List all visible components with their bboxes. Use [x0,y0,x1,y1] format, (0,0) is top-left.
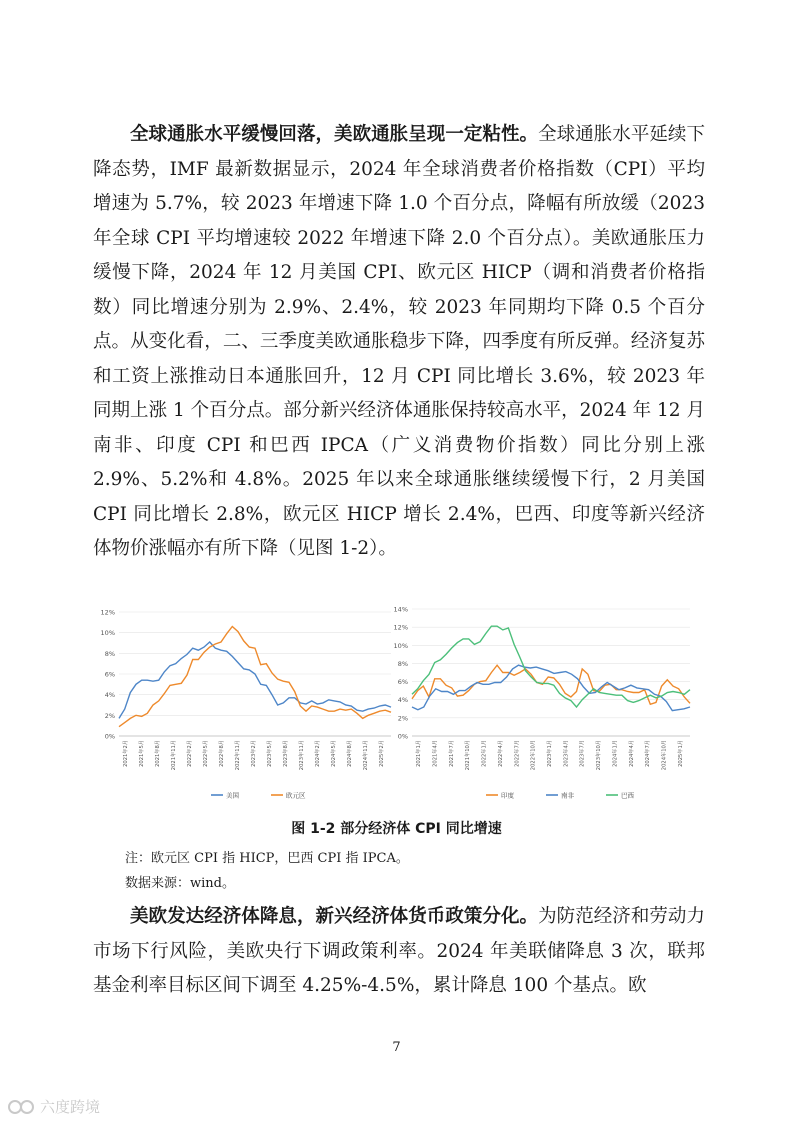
x-tick-label: 2022年1月 [481,740,488,767]
y-tick-label: 4% [397,696,408,705]
y-tick-label: 2% [104,711,115,720]
x-tick-label: 2024年11月 [363,740,369,771]
x-tick-label: 2022年2月 [187,740,193,767]
x-tick-label: 2023年11月 [299,740,305,771]
x-tick-label: 2021年1月 [416,740,423,767]
paragraph-lead: 美欧发达经济体降息，新兴经济体货币政策分化。 [130,906,539,927]
x-tick-label: 2021年8月 [155,740,161,767]
x-tick-label: 2021年4月 [432,740,439,767]
figure-caption: 图 1-2 部分经济体 CPI 同比增速 [291,821,502,837]
paragraph-inflation [93,118,705,567]
y-tick-label: 6% [104,670,115,679]
x-tick-label: 2021年2月 [123,740,129,767]
x-tick-label: 2022年4月 [497,740,504,767]
legend-label: 欧元区 [286,791,306,800]
chart-us-eurozone-cpi [95,602,395,812]
y-tick-label: 12% [393,623,408,632]
x-tick-label: 2022年7月 [514,740,521,767]
paragraph-lead: 全球通胀水平缓慢回落，美欧通胀呈现一定粘性。 [130,124,539,145]
legend-label: 南非 [561,791,574,800]
y-tick-label: 10% [100,629,115,638]
x-tick-label: 2022年11月 [235,740,241,771]
figure-note: 注：欧元区 CPI 指 HICP，巴西 CPI 指 IPCA。 [125,851,409,866]
x-tick-label: 2024年2月 [315,740,321,767]
x-tick-label: 2023年7月 [579,740,586,767]
legend-label: 美国 [226,791,239,800]
y-tick-label: 6% [397,678,408,687]
watermark [6,1096,100,1117]
x-tick-label: 2024年1月 [612,740,619,767]
page-number: 7 [392,1040,401,1055]
x-tick-label: 2025年1月 [677,740,684,767]
chart-emerging-cpi [390,602,695,812]
figure-source: 数据来源：wind。 [125,876,235,891]
x-tick-label: 2023年8月 [283,740,289,767]
x-tick-label: 2025年2月 [379,740,385,767]
y-tick-label: 0% [397,732,408,741]
y-tick-label: 8% [104,649,115,658]
paragraph-body: 为防范经济和劳动力市场下行风险，美欧央行下调政策利率。2024 年美联储降息 3 次，联邦基金利率目标区间下调至 4.25%-4.5%，累计降息 100 个基点。欧 [93,906,705,996]
series-line-南非 [412,665,690,710]
x-tick-label: 2024年5月 [331,740,337,767]
legend-label: 巴西 [621,791,634,800]
x-tick-label: 2021年11月 [171,740,177,771]
y-tick-label: 4% [104,691,115,700]
x-tick-label: 2022年10月 [530,740,537,771]
x-tick-label: 2022年8月 [219,740,225,767]
y-tick-label: 12% [100,608,115,617]
series-line-欧元区 [119,627,391,727]
y-tick-label: 0% [104,732,115,741]
x-tick-label: 2023年1月 [547,740,553,767]
x-tick-label: 2024年10月 [661,740,668,771]
x-tick-label: 2021年10月 [465,740,472,771]
x-tick-label: 2024年4月 [628,740,635,767]
x-tick-label: 2023年10月 [596,740,603,771]
x-tick-label: 2023年4月 [563,740,570,767]
y-tick-label: 14% [393,605,408,614]
x-tick-label: 2024年8月 [347,740,353,767]
y-tick-label: 2% [397,714,408,723]
x-tick-label: 2023年2月 [251,740,257,767]
y-tick-label: 8% [397,659,408,668]
paragraph-monetary-policy [93,900,705,1004]
watermark-logo-icon [6,1098,36,1116]
watermark-text: 六度跨境 [40,1098,101,1116]
x-tick-label: 2021年5月 [139,740,145,767]
x-tick-label: 2022年5月 [203,740,209,767]
legend-label: 印度 [501,791,514,800]
x-tick-label: 2024年7月 [645,740,652,767]
x-tick-label: 2021年7月 [448,740,455,767]
paragraph-body: 全球通胀水平延续下降态势，IMF 最新数据显示，2024 年全球消费者价格指数（CPI）平均增速为 5.7%，较 2023 年增速下降 1.0 个百分点，降幅有所放缓（2023 年全球 CPI 平均增速较 2022 年增速下降 2.0 个百分点）。美欧通胀压力缓慢下降，2024 年 12 月美国 CPI、欧元区 HICP（调和消费者价格指数）同比增速分别为 2.9%、2.4%，较 2023 年同期均下降 0.5 个百分点。从变化看，二、三季度美欧通胀稳步下降，四季度有所反弹。经济复苏和工资上涨推动日本通胀回升，12 月 CPI 同比增长 3.6%，较 2023 年同期上涨 1 个百分点。部分新兴经济体通胀保持较高水平，2024 年 12 月南非、印度 CPI 和巴西 IPCA（广义消费物价指数）同比分别上涨 2.9%、5.2%和 4.8%。2025 年以来全球通胀继续缓慢下行，2 月美国 CPI 同比增长 2.8%，欧元区 HICP 增长 2.4%，巴西、印度等新兴经济体物价涨幅亦有所下降（见图 1-2）。 [93,124,705,559]
y-tick-label: 10% [393,641,408,650]
x-tick-label: 2023年5月 [267,740,273,767]
